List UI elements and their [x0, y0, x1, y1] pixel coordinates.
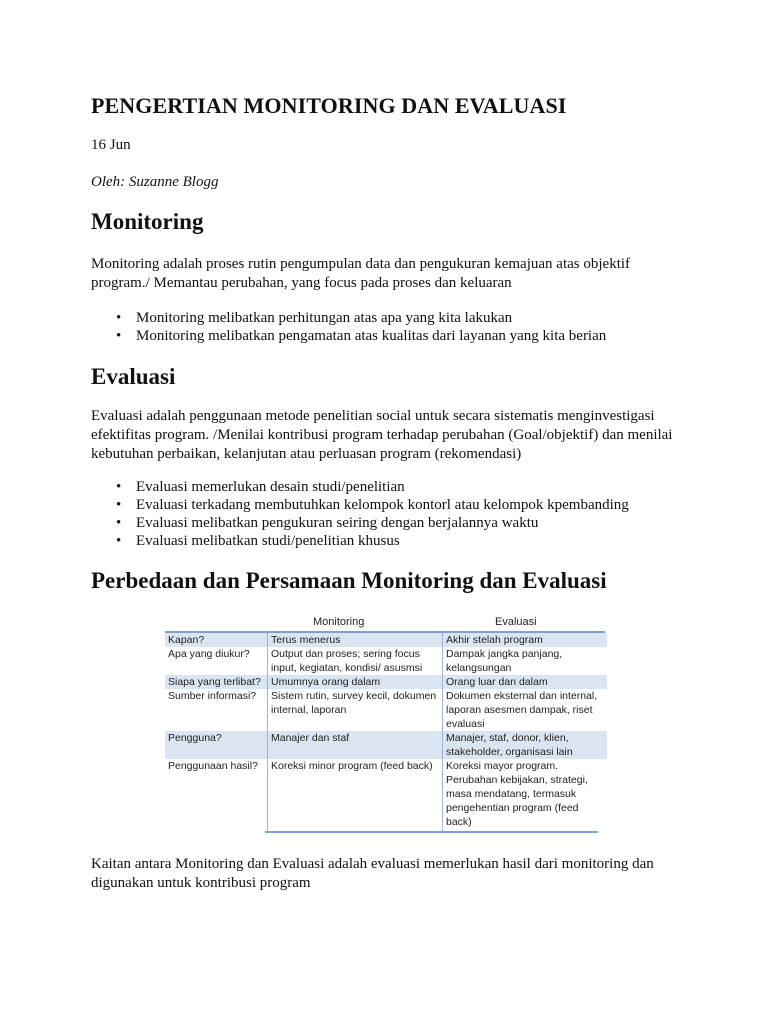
table-header — [165, 615, 605, 633]
row-label: Pengguna? — [165, 731, 268, 759]
cell-monitoring: Manajer dan staf — [268, 731, 443, 759]
list-item: • Evaluasi melibatkan studi/penelitian khusus — [116, 532, 629, 550]
post-author: Oleh: Suzanne Blogg — [91, 174, 219, 190]
evaluasi-bullet-list — [116, 478, 629, 550]
page-title: PENGERTIAN MONITORING DAN EVALUASI — [91, 93, 567, 118]
row-label: Siapa yang terlibat? — [165, 675, 268, 689]
cell-evaluasi: Manajer, staf, donor, klien, stakeholder, organisasi lain — [443, 731, 608, 759]
table-row — [165, 759, 607, 831]
column-header-monitoring: Monitoring — [313, 616, 365, 628]
cell-monitoring: Sistem rutin, survey kecil, dokumen internal, laporan — [268, 689, 443, 731]
cell-evaluasi: Koreksi mayor program. Perubahan kebijakan, strategi, masa mendatang, termasuk pengehentian program (feed back) — [446, 760, 588, 828]
column-header-evaluasi: Evaluasi — [495, 616, 537, 628]
cell-monitoring: Koreksi minor program (feed back) — [268, 759, 443, 831]
row-label: Penggunaan hasil? — [168, 760, 258, 772]
cell-evaluasi: Akhir stelah program — [443, 633, 608, 647]
monitoring-bullet-list — [116, 309, 606, 345]
cell-monitoring: Terus menerus — [268, 633, 443, 647]
list-item: • Evaluasi terkadang membutuhkan kelompok kontorl atau kelompok kpembanding — [116, 496, 629, 514]
comparison-table-image — [165, 615, 605, 833]
cell-evaluasi: Dampak jangka panjang, kelangsungan — [446, 648, 563, 674]
monitoring-paragraph: Monitoring adalah proses rutin pengumpulan data dan pengukuran kemajuan atas objektif program./ Memantau perubahan, yang focus pada proses dan keluaran — [91, 256, 631, 291]
table-bottom-rule — [265, 831, 598, 833]
post-date: 16 Jun — [91, 137, 131, 153]
evaluasi-heading: Evaluasi — [91, 364, 176, 389]
list-item: • Evaluasi melibatkan pengukuran seiring dengan berjalannya waktu — [116, 514, 629, 532]
cell-evaluasi: Orang luar dan dalam — [443, 675, 608, 689]
monitoring-heading: Monitoring — [91, 209, 204, 234]
evaluasi-paragraph: Evaluasi adalah penggunaan metode penelitian social untuk secara sistematis menginvestigasi efektifitas program. /Menilai kontribusi program terhadap perubahan (Goal/objektif) dan menilai kebutuhan perbaikan, kelanjutan atau perluasan program (rekomendasi) — [91, 408, 673, 462]
closing-paragraph: Kaitan antara Monitoring dan Evaluasi adalah evaluasi memerlukan hasil dari monitoring dan digunakan untuk kontribusi program — [91, 856, 654, 891]
cell-evaluasi: Dokumen eksternal dan internal, laporan asesmen dampak, riset evaluasi — [446, 690, 598, 730]
table-row — [165, 675, 607, 689]
list-item: • Evaluasi memerlukan desain studi/penelitian — [116, 478, 629, 496]
table-row — [165, 731, 607, 759]
row-label: Apa yang diukur? — [168, 648, 250, 660]
row-label: Sumber informasi? — [168, 690, 257, 702]
list-item: • Monitoring melibatkan pengamatan atas kualitas dari layanan yang kita berian — [116, 327, 606, 345]
table-row — [165, 633, 607, 647]
table-row — [165, 647, 607, 675]
comparison-table — [165, 633, 607, 831]
list-item: • Monitoring melibatkan perhitungan atas apa yang kita lakukan — [116, 309, 606, 327]
cell-monitoring: Output dan proses; sering focus input, kegiatan, kondisi/ asusmsi — [268, 647, 443, 675]
perbedaan-heading: Perbedaan dan Persamaan Monitoring dan Evaluasi — [91, 568, 607, 593]
row-label: Kapan? — [165, 633, 268, 647]
table-row — [165, 689, 607, 731]
cell-monitoring: Umumnya orang dalam — [268, 675, 443, 689]
